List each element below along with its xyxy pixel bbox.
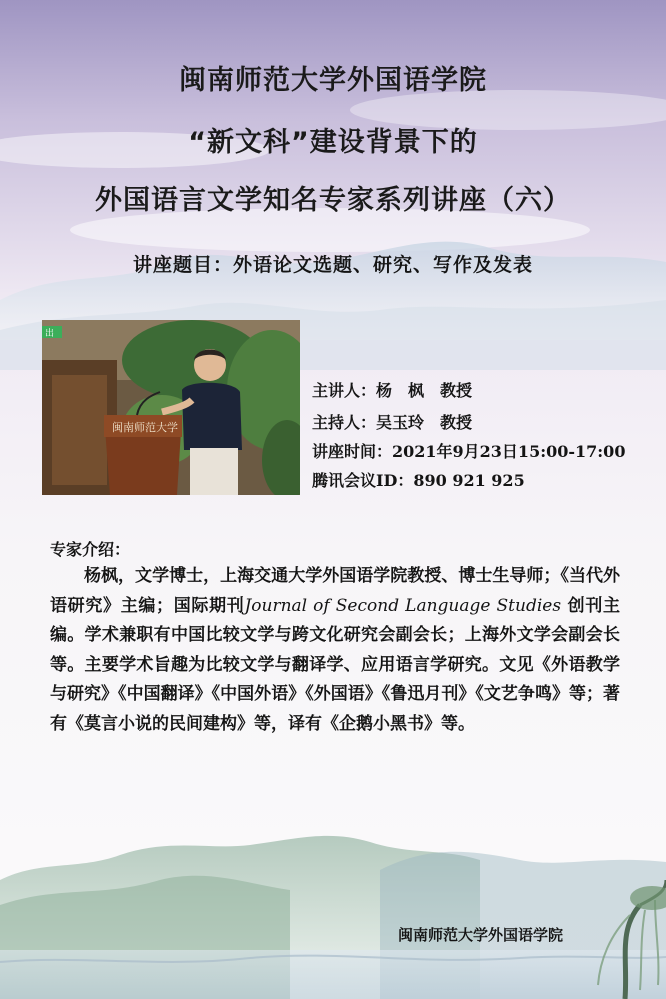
intro-part-1: 杨枫，文学博士，上海交通大学外国语学院教授、博士生导师；《当代外语研究》主编；国际期刊 — [50, 566, 620, 616]
podium-text: 闽南师范大学 — [112, 421, 178, 434]
title-line-1: 闽南师范大学外国语学院 — [179, 65, 487, 96]
footer-organizer: 闽南师范大学外国语学院 — [398, 926, 564, 944]
journal-name: Journal of Second Language Studies — [244, 595, 562, 616]
intro-heading: 专家介绍： — [50, 540, 131, 559]
title-line-3: 外国语言文学知名专家系列讲座（六） — [95, 185, 571, 216]
lecture-time: 讲座时间：2021年9月23日15:00-17:00 — [312, 442, 626, 461]
intro-paragraph — [50, 562, 620, 739]
speaker-photo — [42, 320, 300, 495]
intro-part-2: 创刊主编。学术兼职有中国比较文学与跨文化研究会副会长；上海外文学会副会长等。主要学术旨趣为比较文学与翻译学、应用语言学研究。文见《外语教学与研究》《中国翻译》《中国外语》《外国语》《鲁迅月刊》《文艺争鸣》等；著有《莫言小说的民间建构》等，译有《企鹅小黑书》等。 — [50, 595, 621, 734]
meeting-id: 腾讯会议ID：890 921 925 — [312, 471, 525, 490]
lecture-topic: 讲座题目：外语论文选题、研究、写作及发表 — [132, 254, 533, 276]
title-line-2: “新文科”建设背景下的 — [188, 127, 478, 158]
speaker-info: 主讲人：杨 枫 教授 — [312, 381, 473, 400]
host-info: 主持人：吴玉玲 教授 — [312, 413, 473, 432]
exit-sign-text: 出 — [45, 329, 55, 339]
